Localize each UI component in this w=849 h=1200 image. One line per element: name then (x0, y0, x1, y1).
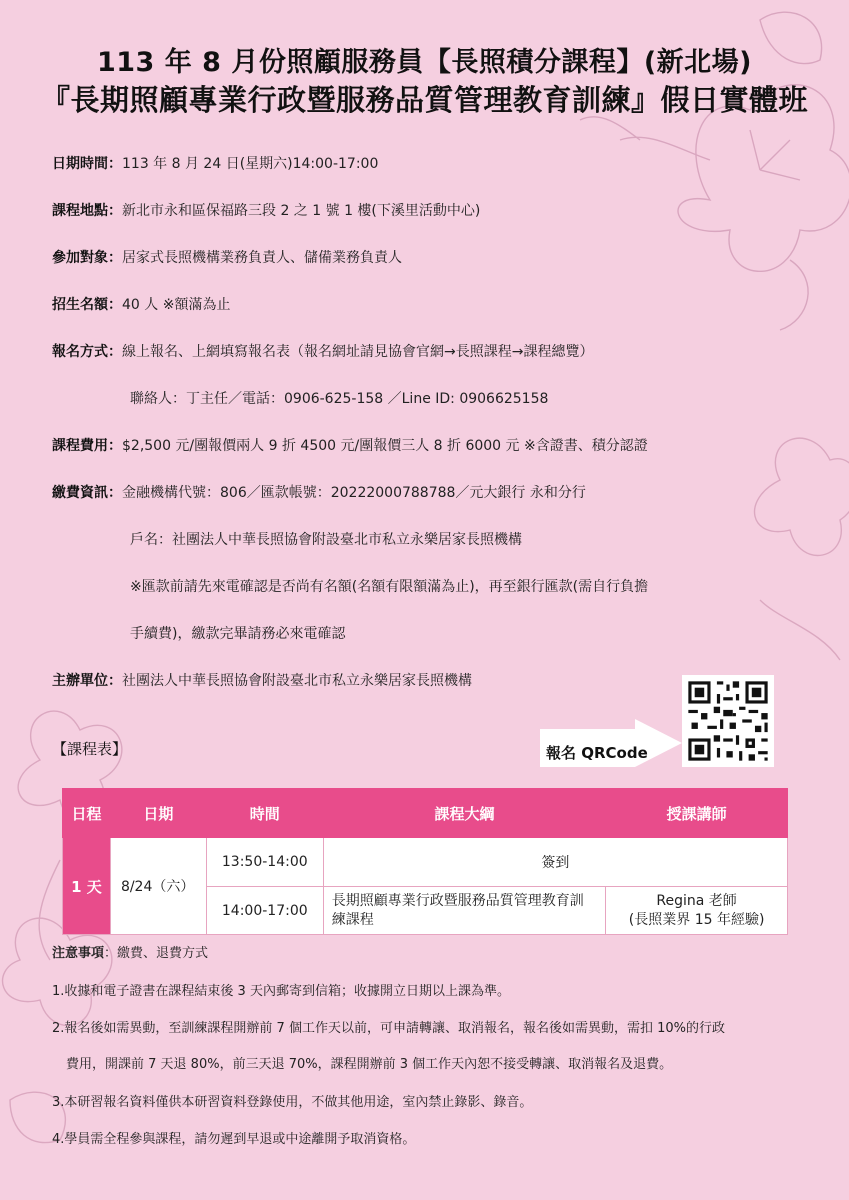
organizer-value: 社團法人中華長照協會附設臺北市私立永樂居家長照機構 (122, 673, 472, 689)
table-row (63, 838, 788, 887)
info-date (52, 154, 378, 174)
date-label: 日期時間： (52, 156, 122, 172)
notes-title-value: ：繳費、退費方式 (104, 946, 209, 961)
teacher-experience: (長照業界 15 年經驗) (628, 911, 765, 928)
schedule-title: 【課程表】 (52, 740, 128, 758)
registration-qr-code[interactable] (682, 675, 774, 767)
page-title-line2: 『長期照顧專業行政暨服務品質管理教育訓練』假日實體班 (40, 83, 808, 117)
payment-note-2: 手續費)，繳款完畢請務必來電確認 (130, 626, 346, 642)
qr-label: 報名 QRCode (546, 744, 648, 762)
note-item: 4.學員需全程參與課程，請勿遲到早退或中途離開予取消資格。 (52, 1132, 416, 1147)
teacher-name: Regina 老師 (656, 892, 737, 909)
qr-code-icon (682, 675, 774, 767)
header-date: 日期 (110, 789, 206, 838)
notes-title (52, 942, 208, 961)
page-title-line1: 113 年 8 月份照顧服務員【長照積分課程】(新北場) (96, 47, 753, 78)
info-organizer (52, 671, 472, 691)
location-label: 課程地點： (52, 203, 122, 219)
payment-note-1: ※匯款前請先來電確認是否尚有名額(名額有限額滿為止)，再至銀行匯款(需自行負擔 (130, 579, 649, 595)
signup-label: 報名方式： (52, 344, 122, 360)
organizer-label: 主辦單位： (52, 673, 122, 689)
schedule-date: 8/24（六） (110, 838, 206, 935)
note-item: 費用，開課前 7 天退 80%，前三天退 70%，課程開辦前 3 個工作天內恕不接受轉讓、取消報名及退費。 (66, 1057, 673, 1072)
signup-value: 線上報名、上網填寫報名表（報名網址請見協會官網→長照課程→課程總覽） (122, 344, 594, 360)
header-time: 時間 (206, 789, 323, 838)
audience-value: 居家式長照機構業務負責人、儲備業務負責人 (122, 250, 402, 266)
header-teacher: 授課講師 (606, 789, 788, 838)
schedule-day: 1 天 (63, 838, 111, 935)
info-quota (52, 295, 230, 315)
info-fee (52, 436, 648, 456)
date-value: 113 年 8 月 24 日(星期六)14:00-17:00 (122, 156, 379, 172)
payment-label: 繳費資訊： (52, 485, 122, 501)
note-item: 3.本研習報名資料僅供本研習資料登錄使用，不做其他用途，室內禁止錄影、錄音。 (52, 1095, 533, 1110)
location-value: 新北市永和區保福路三段 2 之 1 號 1 樓(下溪里活動中心) (122, 203, 481, 219)
info-payment (52, 483, 586, 503)
info-signup (52, 342, 593, 362)
schedule-header-row (63, 789, 788, 838)
payment-value: 金融機構代號：806／匯款帳號：20222000788788／元大銀行 永和分行 (122, 485, 586, 501)
quota-value: 40 人 ※額滿為止 (122, 297, 231, 313)
schedule-table (62, 788, 788, 935)
note-item: 2.報名後如需異動，至訓練課程開辦前 7 個工作天以前，可申請轉讓、取消報名，報名後如需異動，需扣 10%的行政 (52, 1021, 725, 1036)
account-name: 戶名：社團法人中華長照協會附設臺北市私立永樂居家長照機構 (130, 532, 522, 548)
notes-title-label: 注意事項 (52, 946, 105, 961)
info-audience (52, 248, 402, 268)
schedule-time: 13:50-14:00 (206, 838, 323, 887)
schedule-topic: 長期照顧專業行政暨服務品質管理教育訓練課程 (323, 887, 606, 935)
flower-decoration-right (700, 420, 849, 680)
schedule-time: 14:00-17:00 (206, 887, 323, 935)
schedule-topic: 簽到 (323, 838, 787, 887)
schedule-teacher (606, 887, 788, 935)
fee-label: 課程費用： (52, 438, 122, 454)
contact-info: 聯絡人：丁主任／電話：0906-625-158 ／Line ID: 0906625158 (130, 391, 549, 407)
fee-value: $2,500 元/團報價兩人 9 折 4500 元/團報價三人 8 折 6000 元 ※含證書、積分認證 (122, 438, 648, 454)
quota-label: 招生名額： (52, 297, 122, 313)
header-topic: 課程大綱 (323, 789, 606, 838)
audience-label: 參加對象： (52, 250, 122, 266)
info-location (52, 201, 480, 221)
header-day: 日程 (63, 789, 111, 838)
note-item: 1.收據和電子證書在課程結束後 3 天內郵寄到信箱；收據開立日期以上課為準。 (52, 984, 510, 999)
